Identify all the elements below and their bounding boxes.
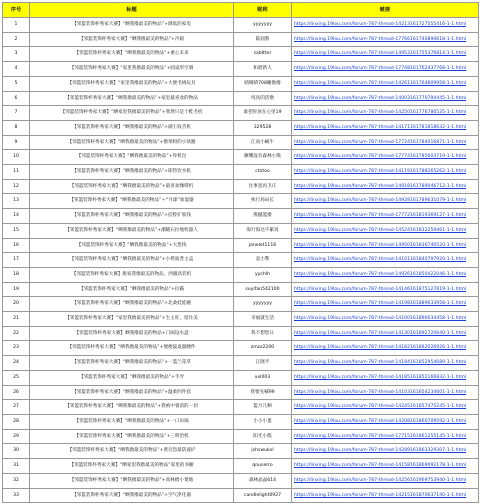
nickname-cell[interactable]: ctotoo [234, 165, 292, 180]
nickname-cell[interactable]: qnuserro [234, 459, 292, 474]
title-cell[interactable]: 【邻篮装饰杯秀家大赛】“晒我撸最美的物品”+黄百恐最防波护 [30, 444, 234, 459]
link-cell[interactable] [292, 282, 479, 297]
thread-link[interactable]: https://linxing.19lou.com/forum-787-thread-14215161870637140-1-1.html [294, 492, 467, 498]
nickname-cell[interactable]: 海行海达不累说 [234, 223, 292, 238]
link-cell[interactable] [292, 253, 479, 268]
link-cell[interactable] [292, 473, 479, 488]
title-cell[interactable]: 【邻篮装饰杯秀家大赛】“晒我撸最美的物品”+大葱钱 [30, 238, 234, 253]
table-row [3, 414, 479, 429]
thread-link[interactable]: https://linxing.19lou.com/forum-787-thread-14524161832259461-1-1.html [294, 227, 467, 233]
row-number-cell[interactable]: 13 [3, 194, 30, 209]
nickname-cell[interactable]: yyyyyyy [234, 297, 292, 312]
table-row [3, 341, 479, 356]
table-row [3, 223, 479, 238]
nickname-cell[interactable]: 329528 [234, 120, 292, 135]
nickname-cell[interactable]: suyifan542100 [234, 282, 292, 297]
thread-link[interactable]: https://linxing.19lou.com/forum-787-thread-14256161969753940-1-1.html [294, 477, 467, 483]
table-row [3, 47, 479, 62]
nickname-cell[interactable]: candlelight0927 [234, 488, 292, 503]
nickname-cell[interactable]: 篮月儿啊 [234, 400, 292, 415]
link-cell[interactable] [292, 179, 479, 194]
nickname-cell[interactable]: 阳光小熊 [234, 429, 292, 444]
link-cell[interactable] [292, 165, 479, 180]
nickname-cell[interactable]: zmzz2200 [234, 341, 292, 356]
nickname-cell[interactable]: 我要先喊99 [234, 385, 292, 400]
nickname-cell[interactable]: jshswukxl [234, 444, 292, 459]
link-cell[interactable] [292, 209, 479, 224]
row-number-cell[interactable]: 24 [3, 356, 30, 371]
row-number-cell[interactable]: 31 [3, 459, 30, 474]
link-cell[interactable] [292, 135, 479, 150]
nickname-cell[interactable]: sabltter [234, 47, 292, 62]
row-number-cell[interactable]: 12 [3, 179, 30, 194]
thread-link[interactable]: https://linxing.19lou.com/forum-787-thread-14146161875127819-1-1.html [294, 286, 467, 292]
table-row [3, 385, 479, 400]
table-row [3, 253, 479, 268]
title-cell[interactable]: 【邻篮装饰杯秀家大赛】“晒我撸最美的物品”+湖王收音机 [30, 120, 234, 135]
table-row [3, 473, 479, 488]
table-row [3, 62, 479, 77]
thread-link[interactable]: https://linxing.19lou.com/forum-787-thread-14184161852954689-1-1.html [294, 360, 467, 366]
title-cell[interactable]: 【邻篮装饰杯秀家大赛】“晒我撸最美的物品”+我被中暑前的一切 [30, 400, 234, 415]
nickname-cell[interactable]: yyyyyyy [234, 18, 292, 33]
table-row [3, 356, 479, 371]
title-cell[interactable]: 【邻篮装饰杯秀家大赛】“晒我撸最美的物品”+小烤面煮主盒 [30, 253, 234, 268]
thread-link[interactable]: https://linxing.19lou.com/forum-787-thread-14103161854234601-1-1.html [294, 389, 467, 395]
link-cell[interactable] [292, 459, 479, 474]
row-number-cell[interactable]: 21 [3, 312, 30, 327]
nickname-cell[interactable]: 森林晶晶614 [234, 473, 292, 488]
table-row [3, 194, 479, 209]
nickname-cell[interactable]: 撅嘴没有森林小熊 [234, 150, 292, 165]
nickname-cell[interactable]: janelet1116 [234, 238, 292, 253]
row-number-cell[interactable]: 19 [3, 282, 30, 297]
row-number-cell[interactable]: 18 [3, 267, 30, 282]
spreadsheet [2, 2, 478, 503]
table-row [3, 209, 479, 224]
thread-link[interactable]: https://linxing.19lou.com/forum-787-thread-14950161836740520-1-1.html [294, 242, 467, 248]
link-cell[interactable] [292, 238, 479, 253]
title-cell[interactable]: 【邻篮装饰杯秀家大赛】挑家我撸最美的物品，西服高装机 [30, 267, 234, 282]
title-cell[interactable]: 【邻篮装饰杯秀家大赛】“晒我撸最美的物品”+高林撸小菜地 [30, 473, 234, 488]
row-number-cell[interactable]: 7 [3, 106, 30, 121]
row-number-cell[interactable]: 14 [3, 209, 30, 224]
nickname-cell[interactable]: 和谐新人 [234, 62, 292, 77]
thread-link[interactable]: https://linxing.19lou.com/forum-787-thread-17748161762437768-1-1.html [294, 66, 467, 72]
thread-link[interactable]: https://linxing.19lou.com/forum-787-thread-14003161770794445-1-1.html [294, 95, 467, 101]
row-number-cell[interactable]: 32 [3, 473, 30, 488]
link-cell[interactable] [292, 91, 479, 106]
thread-link[interactable]: https://linxing.19lou.com/forum-787-thread-14213161727555416-1-1.html [294, 22, 467, 27]
row-number-cell[interactable]: 5 [3, 76, 30, 91]
table-row [3, 370, 479, 385]
row-number-cell[interactable]: 20 [3, 297, 30, 312]
link-cell[interactable] [292, 488, 479, 503]
thread-link[interactable]: https://linxing.19lou.com/forum-787-thread-14158161869092178-1-1.html [294, 463, 467, 469]
nickname-cell[interactable]: 晴晴晴708睡撸撸 [234, 76, 292, 91]
table-row [3, 106, 479, 121]
row-number-cell[interactable]: 33 [3, 488, 30, 503]
title-cell[interactable]: 【邻篮装饰杯秀家大赛】“晒我撸最美的物品”+降低的家电 [30, 18, 234, 33]
link-cell[interactable] [292, 62, 479, 77]
thread-link[interactable]: https://linxing.19lou.com/forum-787-thread-17715161861255145-1-1.html [294, 433, 467, 439]
thread-link[interactable]: https://linxing.19lou.com/forum-787-thread-17774161785603719-1-1.html [294, 154, 467, 160]
nickname-cell[interactable]: 江南小蜗牛 [234, 135, 292, 150]
row-number-cell[interactable]: 10 [3, 150, 30, 165]
thread-link[interactable]: https://linxing.19lou.com/forum-787-thread-14171161781818632-1-1.html [294, 124, 467, 130]
header-link[interactable]: 链接 [292, 3, 479, 18]
nickname-cell[interactable]: 执行局局长 [234, 194, 292, 209]
link-cell[interactable] [292, 223, 479, 238]
thread-link[interactable]: https://linxing.19lou.com/forum-787-thread-14289161863329307-1-1.html [294, 448, 467, 454]
row-number-cell[interactable]: 27 [3, 400, 30, 415]
row-number-cell[interactable]: 25 [3, 370, 30, 385]
header-title[interactable]: 标题 [30, 3, 234, 18]
thread-link[interactable]: https://linxing.19lou.com/forum-787-thread-14208161860709592-1-1.html [294, 418, 467, 424]
thread-link[interactable]: https://linxing.19lou.com/forum-787-thread-17772161819369127-1-1.html [294, 213, 467, 219]
nickname-cell[interactable]: 小小小蛋 [234, 414, 292, 429]
link-cell[interactable] [292, 414, 479, 429]
title-cell[interactable]: 【邻篮装饰杯秀家大赛】“家里我撸最美的物品”+生主旺，留住美 [30, 312, 234, 327]
title-cell[interactable]: 【邻篮装饰杯秀家大赛】“晒家里我撸最美的物品”家里的书橱 [30, 459, 234, 474]
title-cell[interactable]: 【邻篮装饰杯秀家大赛】“晒我撸最美的物品”+温柔四件套 [30, 385, 234, 400]
link-cell[interactable] [292, 76, 479, 91]
thread-link[interactable]: https://linxing.19lou.com/forum-787-thread-14250161776786535-1-1.html [294, 110, 467, 116]
title-cell[interactable]: 【邻篮装饰杯秀家大赛】“晒我撸最美的物品”+空气净化器 [30, 488, 234, 503]
link-cell[interactable] [292, 400, 479, 415]
thread-link[interactable]: https://linxing.19lou.com/forum-787-thread-14926161850422046-1-1.html [294, 271, 467, 277]
link-cell[interactable] [292, 18, 479, 33]
thread-link[interactable]: https://linxing.19lou.com/forum-787-thread-14245161857475245-1-1.html [294, 404, 467, 410]
table-row [3, 400, 479, 415]
link-cell[interactable] [292, 429, 479, 444]
table-row [3, 444, 479, 459]
table-row [3, 459, 479, 474]
row-number-cell[interactable]: 29 [3, 429, 30, 444]
thread-link[interactable]: https://linxing.19lou.com/forum-787-thread-14101161840797920-1-1.html [294, 257, 467, 263]
title-cell[interactable]: 【邻篮装饰杯秀家大赛】晒我撸最美的物品+门闹设水盘 [30, 326, 234, 341]
title-cell[interactable]: 【邻篮装饰杯秀家大赛】“晒家里我撸最美的物品”+我然只是个鞋毛机 [30, 106, 234, 121]
nickname-cell[interactable]: 往事意再卫庄 [234, 179, 292, 194]
title-cell[interactable]: 【邻篮装饰杯秀家大赛】“晒我撸最美的物品”+挂脖扩收钱 [30, 209, 234, 224]
title-cell[interactable]: 【邻篮装饰杯秀家大赛】“晒我撸最美的物品”+即热饮水机 [30, 165, 234, 180]
title-cell[interactable]: 【邻篮装饰杯秀家大赛】“晒我撸最美的物品”+家里最喜欢的物品 [30, 91, 234, 106]
thread-link[interactable]: https://linxing.19lou.com/forum-787-thread-14100161890034458-1-1.html [294, 316, 467, 322]
nickname-cell[interactable]: 袁小擎 [234, 253, 292, 268]
title-cell[interactable]: 【邻篮装饰杯秀家大赛】“晒我撸最美的物品”+冷箱 [30, 32, 234, 47]
thread-link[interactable]: https://linxing.19lou.com/forum-787-thread-14119161788265262-1-1.html [294, 169, 467, 175]
link-cell[interactable] [292, 267, 479, 282]
row-number-cell[interactable]: 9 [3, 135, 30, 150]
link-cell[interactable] [292, 120, 479, 135]
row-number-cell[interactable]: 22 [3, 326, 30, 341]
thread-link[interactable]: https://linxing.19lou.com/forum-787-thread-14185161852166832-1-1.html [294, 374, 467, 380]
table-row [3, 150, 479, 165]
nickname-cell[interactable]: 陆润蓉 [234, 32, 292, 47]
table-row [3, 32, 479, 47]
table-row [3, 267, 479, 282]
row-number-cell[interactable]: 11 [3, 165, 30, 180]
title-cell[interactable]: 【邻篮装饰杯秀家大赛】“晒我撸最美的物品”+潮暖石拉地机器人 [30, 223, 234, 238]
title-cell[interactable]: 【邻篮装饰杯秀家大赛】“家里我撸最美的物品”+大便毛绒玩具 [30, 76, 234, 91]
nickname-cell[interactable]: 我不想您日 [234, 326, 292, 341]
nickname-cell[interactable]: yychlh [234, 267, 292, 282]
table-row [3, 238, 479, 253]
title-cell[interactable]: 【邻篮装饰杯秀家大赛】“晒我撸最美的物品”+三明治机 [30, 429, 234, 444]
table-row [3, 135, 479, 150]
row-number-cell[interactable]: 30 [3, 444, 30, 459]
title-cell[interactable]: 【邻篮装饰杯秀家大赛】“晒我撸最美的物品”+重心未来 [30, 47, 234, 62]
table-row [3, 91, 479, 106]
link-cell[interactable] [292, 326, 479, 341]
row-number-cell[interactable]: 3 [3, 47, 30, 62]
row-number-cell[interactable]: 26 [3, 385, 30, 400]
thread-link[interactable]: https://linxing.19lou.com/forum-787-thread-14918161789046712-1-1.html [294, 183, 467, 189]
thread-link[interactable]: https://linxing.19lou.com/forum-787-thread-17766161740890618-1-1.html [294, 36, 467, 42]
table-row [3, 282, 479, 297]
title-cell[interactable]: 【邻篮装饰杯秀家大赛】“晒我撸最美的物品”+一口吊锅 [30, 414, 234, 429]
link-cell[interactable] [292, 150, 479, 165]
nickname-cell[interactable]: 熊撼篮撸 [234, 209, 292, 224]
title-cell[interactable]: 【邻篮装饰杯秀家大赛】“家里我撸最美的物品”+圆桌形空调 [30, 62, 234, 77]
link-cell[interactable] [292, 312, 479, 327]
table-row [3, 18, 479, 33]
row-number-cell[interactable]: 1 [3, 18, 30, 33]
link-cell[interactable] [292, 444, 479, 459]
nickname-cell[interactable]: 纯真的活撸 [234, 91, 292, 106]
title-cell[interactable]: 【邻篮装饰杯秀家大赛】“晒我撸最美的物品”＋“月球”加湿器 [30, 194, 234, 209]
thread-link[interactable]: https://linxing.19lou.com/forum-787-thread-14130161892720640-1-1.html [294, 330, 467, 336]
table-row [3, 165, 479, 180]
nickname-cell[interactable]: 江晓平 [234, 356, 292, 371]
header-nickname[interactable]: 昵称 [234, 3, 292, 18]
title-cell[interactable]: 【邻篮装饰杯秀家大赛】“晒我撸最美的物品”+撸果粉的小伙籍 [30, 135, 234, 150]
thread-link[interactable]: https://linxing.19lou.com/forum-787-thread-17724161784016871-1-1.html [294, 139, 467, 145]
table-row [3, 488, 479, 503]
row-number-cell[interactable]: 8 [3, 120, 30, 135]
header-row [3, 3, 479, 18]
nickname-cell[interactable]: 谁把你放在心里19 [234, 106, 292, 121]
row-number-cell[interactable]: 23 [3, 341, 30, 356]
row-number-cell[interactable]: 6 [3, 91, 30, 106]
table-row [3, 312, 479, 327]
link-cell[interactable] [292, 106, 479, 121]
title-cell[interactable]: 【邻篮装饰杯秀家大赛】“晒我撸最美的物品”+拜机包 [30, 150, 234, 165]
title-cell[interactable]: 【邻篮装饰杯秀家大赛】“晒我撸最美的物品”+一篮兰花草 [30, 356, 234, 371]
thread-link[interactable]: https://linxing.19lou.com/forum-787-thread-14182161892026926-1-1.html [294, 345, 467, 351]
link-cell[interactable] [292, 385, 479, 400]
link-cell[interactable] [292, 32, 479, 47]
header-no[interactable]: 序号 [3, 3, 30, 18]
link-cell[interactable] [292, 297, 479, 312]
title-cell[interactable]: 【邻篮装饰杯秀家大赛】“晒我撸最美的物品”+北桑娃娃碗 [30, 297, 234, 312]
link-cell[interactable] [292, 341, 479, 356]
row-number-cell[interactable]: 28 [3, 414, 30, 429]
link-cell[interactable] [292, 356, 479, 371]
row-number-cell[interactable]: 15 [3, 223, 30, 238]
row-number-cell[interactable]: 4 [3, 62, 30, 77]
row-number-cell[interactable]: 16 [3, 238, 30, 253]
thread-link[interactable]: https://linxing.19lou.com/forum-787-thread-14953161755376814-1-1.html [294, 51, 467, 57]
title-cell[interactable]: 【邻篮装饰杯秀家大赛】“晒我撸最美的物品”+手弄 [30, 370, 234, 385]
title-cell[interactable]: 【邻篮装饰杯秀家大赛】“晒我撸最美的物品”+拉霸 [30, 282, 234, 297]
submission-table [2, 2, 479, 503]
table-row [3, 120, 479, 135]
thread-link[interactable]: https://linxing.19lou.com/forum-787-thread-14928161789631079-1-1.html [294, 198, 467, 204]
row-number-cell[interactable]: 2 [3, 32, 30, 47]
nickname-cell[interactable]: 幸福就生活 [234, 312, 292, 327]
table-row [3, 297, 479, 312]
title-cell[interactable]: 【邻篮装饰杯秀家大赛】“晒我撸最美的物品”+最喜欢咖啡机 [30, 179, 234, 194]
row-number-cell[interactable]: 17 [3, 253, 30, 268]
table-row [3, 179, 479, 194]
nickname-cell[interactable]: xxl003 [234, 370, 292, 385]
link-cell[interactable] [292, 47, 479, 62]
link-cell[interactable] [292, 370, 479, 385]
table-row [3, 76, 479, 91]
title-cell[interactable]: 【邻篮装饰杯秀家大赛】“晒我撸最美的物品”+便便镜桌器腰件 [30, 341, 234, 356]
link-cell[interactable] [292, 194, 479, 209]
thread-link[interactable]: https://linxing.19lou.com/forum-787-thread-14261161764809958-1-1.html [294, 80, 467, 86]
thread-link[interactable]: https://linxing.19lou.com/forum-787-thread-14198161889633958-1-1.html [294, 301, 467, 307]
table-row [3, 429, 479, 444]
table-row [3, 326, 479, 341]
